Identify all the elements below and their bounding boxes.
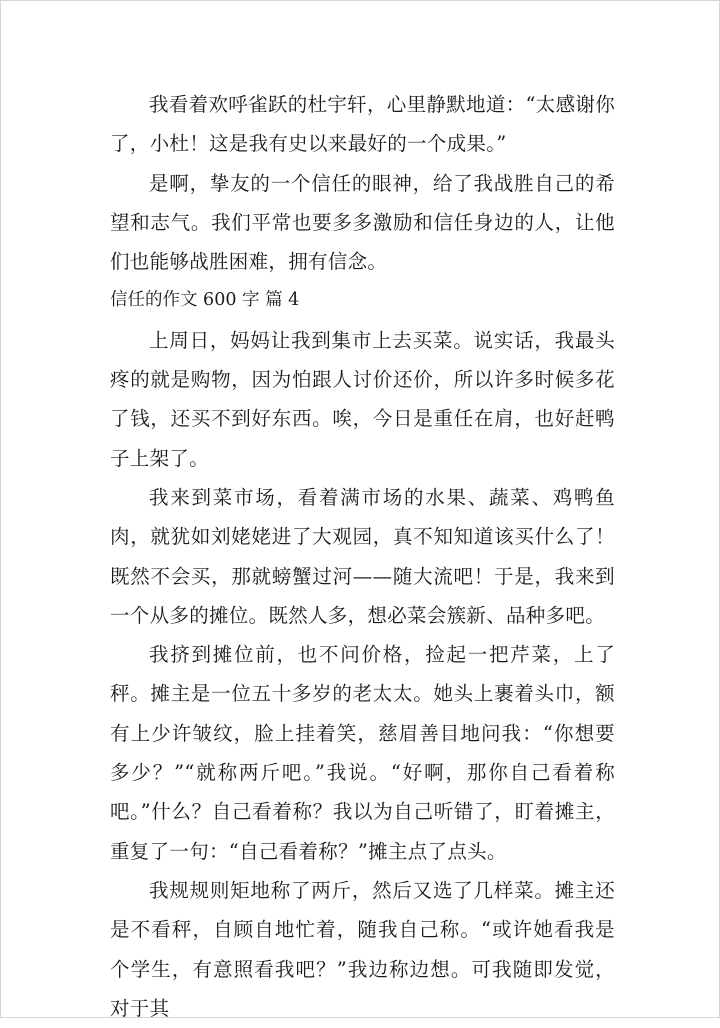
paragraph: 我来到菜市场，看着满市场的水果、蔬菜、鸡鸭鱼肉，就犹如刘姥姥进了大观园，真不知知道该买什么了！既然不会买，那就螃蟹过河——随大流吧！于是，我来到一个从多的摊位。既然人多，想必菜会簇新、品种多吧。: [110, 485, 615, 627]
paragraph: 上周日，妈妈让我到集市上去买菜。说实话，我最头疼的就是购物，因为怕跟人讨价还价，所以许多时候多花了钱，还买不到好东西。唉，今日是重任在肩，也好赶鸭子上架了。: [110, 328, 615, 470]
paragraph: 我看着欢呼雀跃的杜宇轩，心里静默地道：“太感谢你了，小杜！这是我有史以来最好的一个成果。”: [110, 93, 615, 156]
paragraph: 我规规则矩地称了两斤，然后又选了几样菜。摊主还是不看秤，自顾自地忙着，随我自己称。“或许她看我是个学生，有意照看我吧？”我边称边想。可我随即发觉，对于其: [110, 878, 615, 1020]
document-body: [110, 85, 615, 1028]
paragraph: 我挤到摊位前，也不问价格，捡起一把芹菜，上了秤。摊主是一位五十多岁的老太太。她头上裹着头巾，额有上少许皱纹，脸上挂着笑，慈眉善目地问我：“你想要多少？”“就称两斤吧。”我说。“好啊，那你自己看着称吧。”什么？自己看着称？我以为自己听错了，盯着摊主，重复了一句：“自己看着称？”摊主点了点头。: [110, 643, 615, 863]
paragraph: 是啊，挚友的一个信任的眼神，给了我战胜自己的希望和志气。我们平常也要多多激励和信任身边的人，让他们也能够战胜困难，拥有信念。: [110, 171, 615, 274]
section-heading: 信任的作文 600 字 篇 4: [110, 290, 300, 311]
